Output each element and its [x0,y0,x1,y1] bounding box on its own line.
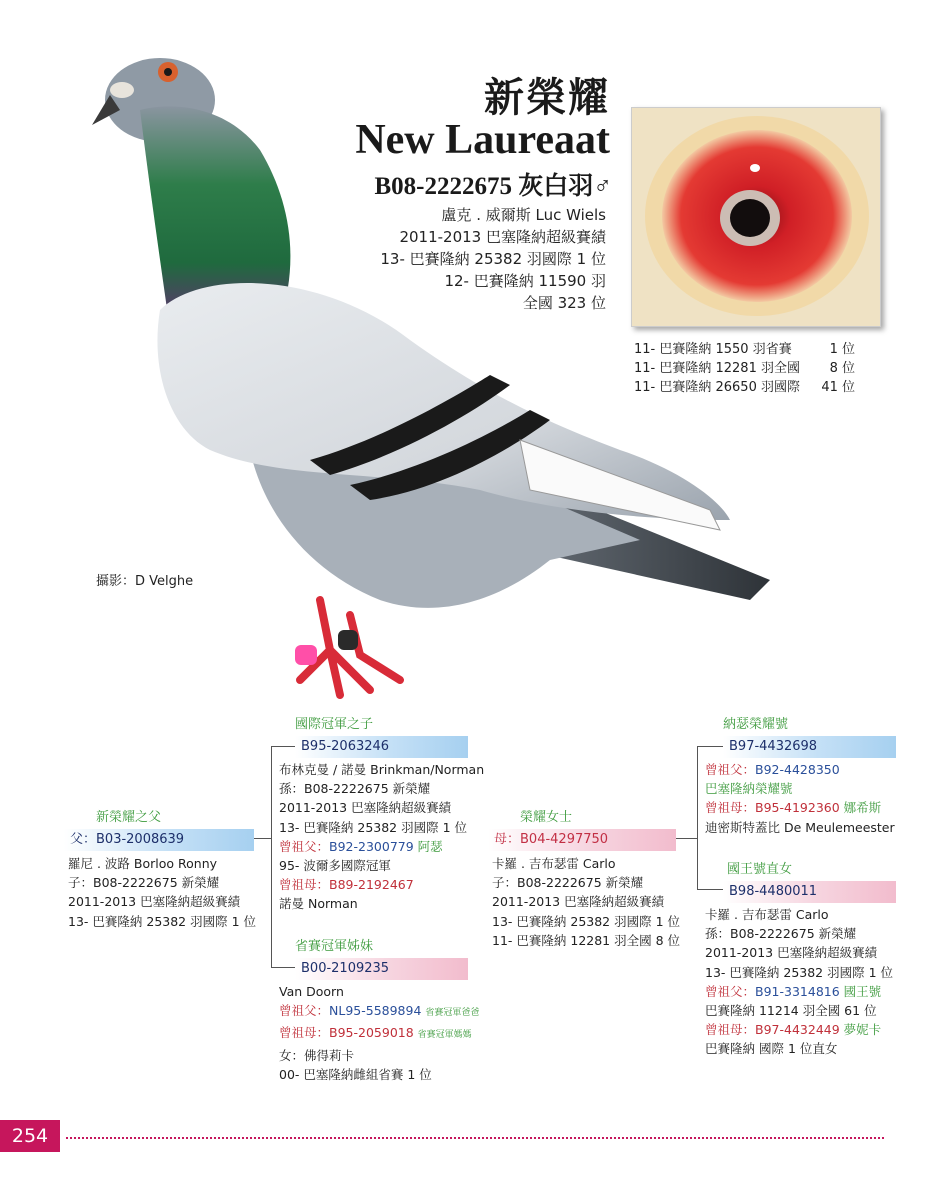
info-line: 12- 巴賽隆納 11590 羽 [444,272,606,290]
detail-line: 13- 巴賽隆納 25382 羽國際 1 位 [68,913,257,929]
great-granddam-label: 曾祖母： [705,800,756,816]
great-grandsire-ring: B92-4428350 [755,762,840,777]
info-line: 盧克 . 威爾斯 Luc Wiels [441,206,606,224]
detail-line [279,875,489,894]
eye-photo [631,107,881,327]
detail-line [705,760,925,779]
sire-sire-ring-bar: B95-2063246 [295,736,468,758]
dam-ring: 母：B04-4297750 [494,832,609,847]
detail-line: 巴賽隆納 國際 1 位直女 [705,1041,838,1057]
connector-line [271,746,295,747]
detail-line [705,798,925,817]
detail-line: 2011-2013 巴塞隆納超級賽績 [279,800,452,816]
detail-line: 羅尼 . 波路 Borloo Ronny [68,856,218,871]
great-granddam-ring: B95-2059018 [329,1025,414,1041]
detail-line: 2011-2013 巴塞隆納超級賽績 [705,945,878,961]
detail-line: 卡羅 . 吉布瑟雷 Carlo [705,907,829,922]
connector-line [697,746,698,890]
sire-dam-details [279,982,489,1084]
pigeon-info [300,204,606,314]
detail-line: 布林克曼 / 諾曼 Brinkman/Norman [279,762,485,777]
great-granddam-label: 曾祖母： [279,1025,330,1041]
sire-dam-ring: B00-2109235 [301,961,390,976]
sire-details [64,854,264,931]
great-granddam-ring: B89-2192467 [329,877,414,893]
detail-line: 諾曼 Norman [279,896,358,912]
pigeon-name-cn: 新榮耀 [484,74,610,121]
footer-dotted-rule [66,1137,884,1139]
great-grandsire-label: 曾祖父： [279,1003,330,1019]
race-result-row [634,378,855,397]
dam-dam-ring-bar [723,881,896,903]
dam-sire-title: 納瑟榮耀號 [723,717,789,732]
connector-line [697,889,723,890]
great-grandsire-ring: B92-2300779 [329,838,414,854]
sire-title: 新榮耀之父 [96,810,162,825]
dam-dam-block [723,858,898,903]
great-grandsire-label: 曾祖父： [279,838,330,854]
detail-line: 95- 波爾多國際冠軍 [279,858,391,874]
sire-block [64,806,257,931]
pigeon-name-en: New Laureaat [355,117,610,163]
race-result: 11- 巴賽隆納 12281 羽全國 [634,361,800,376]
race-result: 11- 巴賽隆納 26650 羽國際 [634,380,800,395]
detail-line: 孫：B08-2222675 新榮耀 [705,926,857,942]
great-grandsire-ring: NL95-5589894 [329,1003,422,1019]
detail-line: 2011-2013 巴塞隆納超級賽績 [68,894,241,910]
dam-dam-title: 國王號直女 [727,862,793,877]
great-grandsire-note: 省賽冠軍爸爸 [425,1008,480,1019]
detail-line: 13- 巴賽隆納 25382 羽國際 1 位 [492,913,681,929]
connector-line [271,746,272,968]
sire-sire-title: 國際冠軍之子 [295,717,374,732]
detail-line [279,837,489,856]
sire-dam-ring-bar [295,958,468,980]
detail-line: 00- 巴塞隆納雌組省賽 1 位 [279,1066,432,1082]
info-line: 全國 323 位 [522,294,606,312]
sire-sire-details [279,760,489,914]
race-result: 11- 巴賽隆納 1550 羽省賽 [634,342,792,357]
detail-line: 11- 巴賽隆納 12281 羽全國 8 位 [492,932,681,948]
detail-line: 2011-2013 巴塞隆納超級賽績 [492,894,665,910]
great-granddam-name: 夢妮卡 [843,1022,882,1038]
info-line: 2011-2013 巴塞隆納超級賽績 [399,228,606,246]
detail-line: 巴賽隆納 11214 羽全國 61 位 [705,1003,877,1019]
dam-dam-ring: B98-4480011 [729,884,818,899]
great-grandsire-name: 阿瑟 [417,838,443,854]
dam-dam-details [705,905,925,1059]
great-grandsire-label: 曾祖父： [705,762,756,777]
photo-credit: 攝影：D Velghe [96,574,194,589]
great-granddam-ring: B97-4432449 [755,1022,840,1038]
race-result-row [634,359,855,378]
dam-ring-bar [488,829,676,851]
race-result-row [634,340,855,359]
race-place: 1 位 [829,342,855,357]
race-place: 41 位 [821,380,855,395]
sire-sire-block [295,713,490,758]
dam-block [488,806,681,950]
great-grandsire-ring: B91-3314816 [755,983,840,999]
race-place: 8 位 [829,361,855,376]
great-granddam-label: 曾祖母： [705,1022,756,1038]
dam-sire-ring-bar: B97-4432698 [723,736,896,758]
connector-line [271,967,295,968]
pigeon-ring-number: B08-2222675 灰白羽♂ [374,173,612,200]
great-granddam-ring: B95-4192360 [755,800,840,816]
great-granddam-name: 娜希斯 [843,800,882,816]
detail-line [279,1023,489,1045]
detail-line [279,1001,489,1023]
sire-dam-title: 省賽冠軍姊妹 [295,939,374,954]
great-grandsire-name: 國王號 [843,983,882,999]
detail-line: 子：B08-2222675 新榮耀 [68,875,220,891]
sire-ring-bar: 父：B03-2008639 [64,829,254,851]
eye-race-results [634,340,855,397]
detail-line: 子：B08-2222675 新榮耀 [492,875,644,891]
detail-line: 卡羅 . 吉布瑟雷 Carlo [492,856,616,871]
detail-line: 巴塞隆納榮耀號 [705,781,793,797]
great-granddam-note: 省賽冠軍媽媽 [417,1030,472,1041]
great-grandsire-label: 曾祖父： [705,983,756,999]
connector-line [697,746,723,747]
dam-details [488,854,688,950]
detail-line: 13- 巴賽隆納 25382 羽國際 1 位 [705,964,894,980]
dam-sire-details [705,760,925,837]
great-granddam-label: 曾祖母： [279,877,330,893]
detail-line [705,1020,925,1039]
info-line: 13- 巴賽隆納 25382 羽國際 1 位 [380,250,606,268]
detail-line: 13- 巴賽隆納 25382 羽國際 1 位 [279,819,468,835]
dam-sire-block [723,713,898,758]
page-number: 254 [0,1120,60,1152]
dam-title: 榮耀女士 [520,810,573,825]
detail-line [705,982,925,1001]
sire-dam-block [295,935,490,980]
detail-line: Van Doorn [279,984,344,999]
detail-line: 女：佛得莉卡 [279,1047,355,1063]
detail-line: 迪密斯特蓋比 De Meulemeester [705,819,895,835]
detail-line: 孫：B08-2222675 新榮耀 [279,781,431,797]
